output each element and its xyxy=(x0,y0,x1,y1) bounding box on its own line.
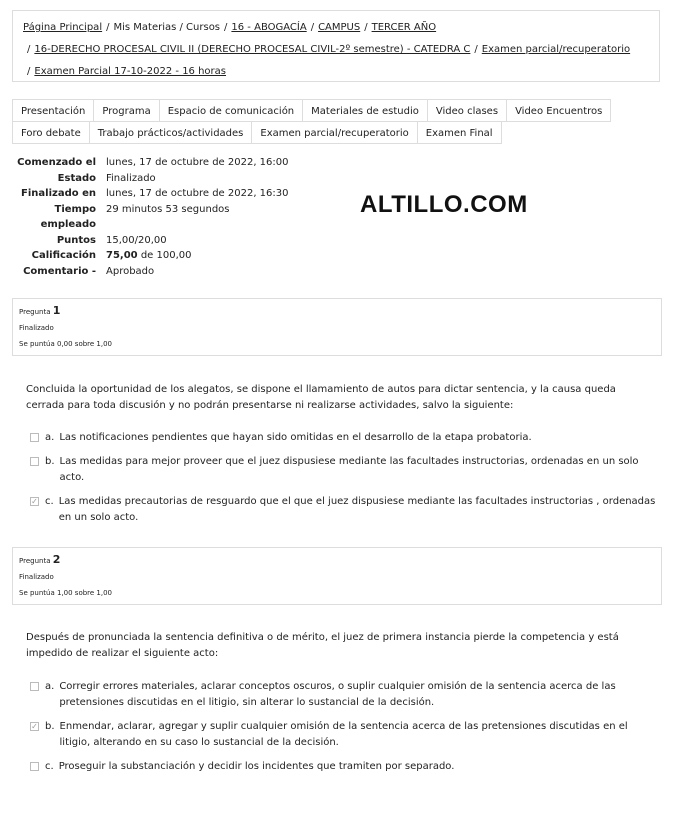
time-label-line2: empleado xyxy=(40,219,96,230)
question-prefix: Pregunta xyxy=(19,308,51,316)
course-tabs xyxy=(12,99,632,143)
option-letter: c. xyxy=(45,761,54,772)
breadcrumb-my-courses: Mis Materias / Cursos xyxy=(113,22,221,33)
question-prefix: Pregunta xyxy=(19,557,51,565)
points-label: Puntos xyxy=(56,234,96,246)
answer-options xyxy=(30,430,660,534)
time-value: 29 minutos 53 segundos xyxy=(106,203,230,215)
answer-option[interactable] xyxy=(30,719,660,751)
breadcrumb-career-link[interactable]: 16 - ABOGACÍA xyxy=(231,22,307,33)
breadcrumb-course-link[interactable]: 16-DERECHO PROCESAL CIVIL II (DERECHO PROCESAL CIVIL-2º semestre) - CATEDRA C xyxy=(34,44,471,55)
option-letter: b. xyxy=(45,456,55,467)
finished-value: lunes, 17 de octubre de 2022, 16:30 xyxy=(106,188,289,199)
checkbox-checked[interactable]: ✓ xyxy=(31,722,38,731)
breadcrumb-campus-link[interactable]: CAMPUS xyxy=(318,22,361,33)
answer-option[interactable] xyxy=(30,454,660,486)
tab-examen-final[interactable]: Examen Final xyxy=(417,121,502,144)
summary-row xyxy=(14,202,334,233)
separator: / xyxy=(27,44,31,55)
comment-label: Comentario - xyxy=(23,265,96,277)
checkbox[interactable] xyxy=(30,762,39,771)
question-score: Se puntúa 1,00 sobre 1,00 xyxy=(19,589,113,597)
option-text: Las medidas para mejor proveer que el juez dispusiese mediante las facultades instructorias, ordenadas en un solo acto. xyxy=(59,456,639,483)
checkbox[interactable] xyxy=(30,433,39,442)
question-text: Después de pronunciada la sentencia definitiva o de mérito, el juez de primera instancia pierde la competencia y está impedido de realizar el siguiente acto: xyxy=(26,632,619,659)
tab-row xyxy=(12,99,632,121)
option-text: Corregir errores materiales, aclarar conceptos oscuros, o suplir cualquier omisión de la sentencia acerca de las pretensiones discutidas en el litigio, sin alterar lo sustancial de la decisión. xyxy=(59,681,616,708)
breadcrumb-section-link[interactable]: Examen parcial/recuperatorio xyxy=(481,44,631,55)
summary-row xyxy=(14,186,334,202)
summary-row xyxy=(14,233,334,249)
time-label-line1: Tiempo xyxy=(54,203,96,215)
tab-espacio-comunicacion[interactable]: Espacio de comunicación xyxy=(159,99,303,122)
tab-materiales[interactable]: Materiales de estudio xyxy=(302,99,428,122)
answer-option[interactable] xyxy=(30,430,660,446)
watermark: ALTILLO.COM xyxy=(360,191,528,218)
option-letter: b. xyxy=(45,721,55,732)
started-value: lunes, 17 de octubre de 2022, 16:00 xyxy=(106,157,289,168)
option-text: Las notificaciones pendientes que hayan sido omitidas en el desarrollo de la etapa probatoria. xyxy=(59,432,532,443)
question-number: 1 xyxy=(52,304,61,317)
state-label: Estado xyxy=(57,172,96,184)
option-letter: a. xyxy=(45,432,55,443)
option-text: Enmendar, aclarar, agregar y suplir cualquier omisión de la sentencia acerca de las pretensiones discutidas en el litigio, alterando en su caso lo sustancial de la decisión. xyxy=(59,721,628,748)
question-status: Finalizado xyxy=(19,573,54,581)
separator: / xyxy=(224,22,228,33)
separator: / xyxy=(310,22,315,33)
checkbox[interactable] xyxy=(30,457,39,466)
summary-row xyxy=(14,171,334,187)
question-text: Concluida la oportunidad de los alegatos, se dispone el llamamiento de autos para dictar sentencia, y la causa queda cerrada para toda discusión y no podrán presentarse ni realizarse actividades, salvo la siguiente: xyxy=(26,384,616,411)
separator: / xyxy=(27,66,31,77)
checkbox-checked[interactable]: ✓ xyxy=(31,497,38,506)
question-number: 2 xyxy=(52,553,61,566)
tab-foro-debate[interactable]: Foro debate xyxy=(12,121,90,144)
separator: / xyxy=(106,22,110,33)
answer-option[interactable] xyxy=(30,759,660,775)
started-label: Comenzado el xyxy=(17,157,96,168)
tab-programa[interactable]: Programa xyxy=(93,99,159,122)
separator: / xyxy=(474,44,478,55)
breadcrumb-home-link[interactable]: Página Principal xyxy=(23,22,103,33)
separator: / xyxy=(364,22,368,33)
option-letter: a. xyxy=(45,681,55,692)
grade-number: 75,00 xyxy=(106,250,138,261)
answer-options xyxy=(30,679,660,783)
attempt-summary xyxy=(14,155,334,279)
finished-label: Finalizado en xyxy=(21,188,96,199)
grade-value xyxy=(106,248,334,264)
grade-suffix: de 100,00 xyxy=(137,250,192,261)
option-text: Las medidas precautorias de resguardo que el que el juez dispusiese mediante las facultades instructorias , ordenadas en un solo acto. xyxy=(58,496,656,523)
tab-video-clases[interactable]: Video clases xyxy=(427,99,507,122)
time-label xyxy=(14,202,106,233)
tab-video-encuentros[interactable]: Video Encuentros xyxy=(506,99,611,122)
summary-row xyxy=(14,264,334,280)
breadcrumb-year-link[interactable]: TERCER AÑO xyxy=(371,22,437,33)
answer-option[interactable] xyxy=(30,679,660,711)
question-info xyxy=(12,547,662,605)
question-score: Se puntúa 0,00 sobre 1,00 xyxy=(19,340,113,348)
checkbox[interactable] xyxy=(30,682,39,691)
tab-trabajos-practicos[interactable]: Trabajo prácticos/actividades xyxy=(89,121,253,144)
grade-label: Calificación xyxy=(31,250,96,261)
tab-presentacion[interactable]: Presentación xyxy=(12,99,94,122)
points-value: 15,00/20,00 xyxy=(106,234,167,246)
question-status: Finalizado xyxy=(19,324,54,332)
option-text: Proseguir la substanciación y decidir los incidentes que tramiten por separado. xyxy=(58,761,455,772)
question-info xyxy=(12,298,662,356)
breadcrumb xyxy=(12,10,660,82)
tab-row xyxy=(12,121,632,143)
breadcrumb-quiz-link[interactable]: Examen Parcial 17-10-2022 - 16 horas xyxy=(34,66,227,77)
tab-examen-parcial[interactable]: Examen parcial/recuperatorio xyxy=(251,121,417,144)
option-letter: c. xyxy=(45,496,54,507)
state-value: Finalizado xyxy=(106,172,156,184)
summary-row xyxy=(14,155,334,171)
comment-value: Aprobado xyxy=(106,265,155,277)
answer-option[interactable] xyxy=(30,494,660,526)
summary-row xyxy=(14,248,334,264)
